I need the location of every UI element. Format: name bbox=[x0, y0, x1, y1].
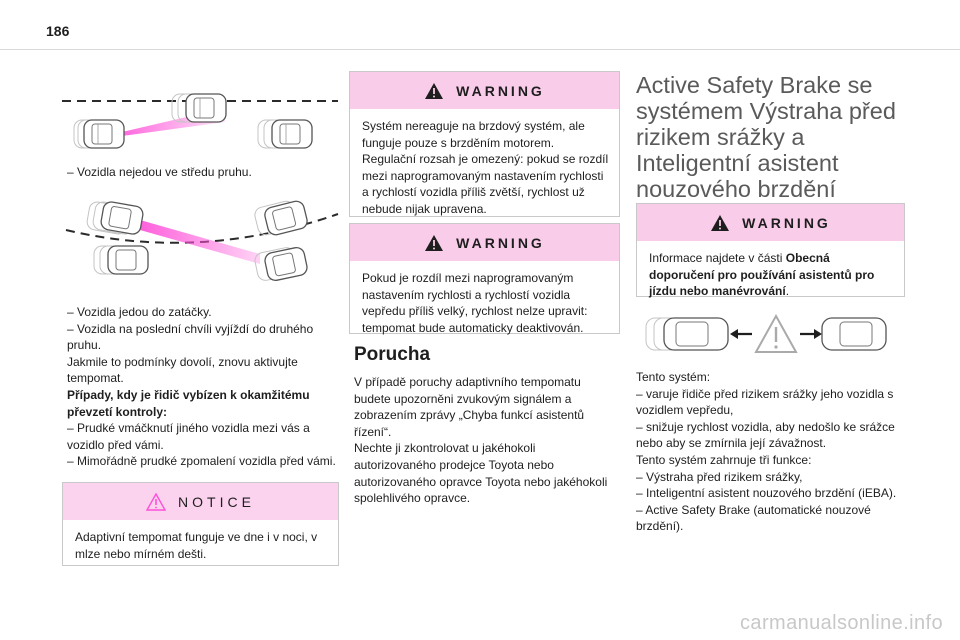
header-divider bbox=[0, 49, 960, 50]
curve-cases-text: – Vozidla jedou do zatáčky. – Vozidla na poslední chvíli vyjíždí do druhého pruhu. Jakmile to podmínky dovolí, znovu aktivujte tempomat. bbox=[67, 305, 314, 386]
takeover-heading: Případy, kdy je řidič vybízen k okamžitému převzetí kontroly: bbox=[67, 387, 310, 419]
collision-alert-illustration bbox=[640, 312, 898, 358]
section-title: Active Safety Brake se systémem Výstraha před rizikem srážky a Inteligentní asistent nouzového brzdění bbox=[636, 72, 896, 202]
notice-triangle-icon bbox=[146, 493, 166, 511]
warning-label-2: WARNING bbox=[456, 234, 545, 251]
warning-header-1 bbox=[350, 72, 619, 109]
takeover-cases-text: – Prudké vmáčknutí jiného vozidla mezi vás a vozidlo před vámi. – Mimořádně prudké zpomalení vozidla před vámi. bbox=[67, 421, 336, 469]
watermark: carmanualsonline.info bbox=[740, 612, 943, 634]
notice-box bbox=[62, 482, 339, 566]
warning-text-3 bbox=[637, 241, 904, 310]
warning-label-3: WARNING bbox=[742, 214, 831, 231]
warning-header-2 bbox=[350, 224, 619, 261]
warning-triangle-icon bbox=[710, 214, 730, 232]
warning-label-1: WARNING bbox=[456, 82, 545, 99]
caption-lane-offset: – Vozidla nejedou ve středu pruhu. bbox=[67, 165, 252, 179]
notice-text: Adaptivní tempomat funguje ve dne i v noci, v mlze nebo mírném dešti. bbox=[75, 530, 318, 561]
warning-header-3 bbox=[637, 204, 904, 241]
warning-text-3-prefix: Informace najdete v části bbox=[649, 251, 786, 265]
warning-box-3 bbox=[636, 203, 905, 297]
page-number: 186 bbox=[46, 23, 70, 39]
notice-header bbox=[63, 483, 338, 520]
curve-illustration bbox=[60, 192, 340, 287]
fault-text: V případě poruchy adaptivního tempomatu budete upozorněni zvukovým signálem a zobrazením zprávy „Chyba funkcí asistentů řízení“. Nechte ji zkontrolovat u jakéhokoli autorizovaného prodejce Toyota nebo autorizovaného opravce Toyota nebo jakéhokoli spolehlivého opravce. bbox=[354, 375, 608, 506]
system-description: Tento systém: – varuje řidiče před rizikem srážky jeho vozidla s vozidlem vepředu, – snižuje rychlost vozidla, aby nedošlo ke srážce nebo aby se zmírnila její závažnost. Tento systém zahrnuje tři funkce: – Výstraha před rizikem srážky, – Inteligentní asistent nouzového brzdění (iEBA). – Active Safety Brake (automatické nouzové brzdění). bbox=[636, 370, 897, 534]
warning-triangle-icon bbox=[424, 234, 444, 252]
warning-text-3-suffix: . bbox=[785, 284, 790, 299]
warning-box-2 bbox=[349, 223, 620, 334]
warning-text-3-reference: Obecná doporučení pro používání asistentů pro jízdu nebo manévrování bbox=[649, 251, 875, 299]
warning-text-2: Pokud je rozdíl mezi naprogramovaným nastavením rychlosti a rychlostí vozidla vepředu příliš velký, rychlost nelze upravit: tempomat bude automaticky deaktivován. bbox=[362, 271, 588, 335]
warning-triangle-icon bbox=[424, 82, 444, 100]
fault-heading: Porucha bbox=[354, 344, 431, 365]
lane-offset-illustration bbox=[60, 88, 340, 160]
notice-label: NOTICE bbox=[178, 493, 255, 510]
warning-text-1: Systém nereaguje na brzdový systém, ale funguje pouze s brzděním motorem. Regulační rozsah je omezený: pokud se rozdíl mezi naprogramovaným nastavením rychlosti a rychlostí vozidla příliš zvětší, rychlost už nebude nijak upravena. bbox=[362, 119, 609, 216]
warning-box-1 bbox=[349, 71, 620, 217]
